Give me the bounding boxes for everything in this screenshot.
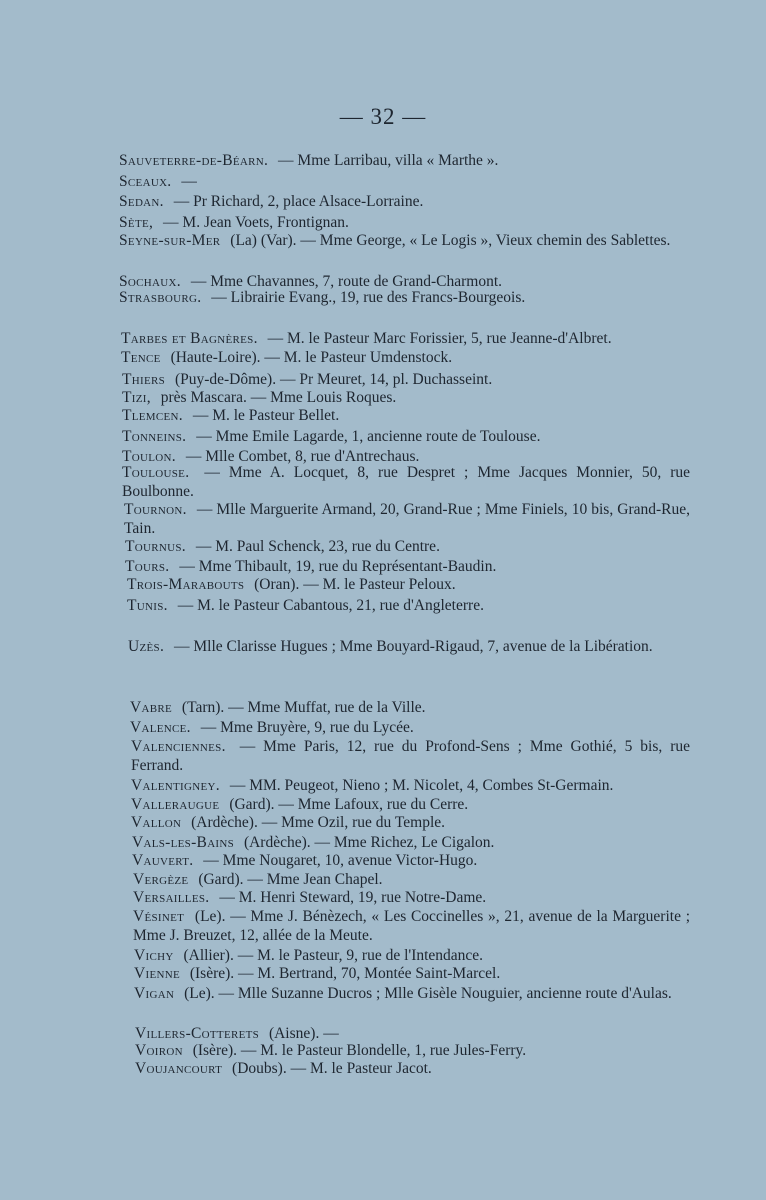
entry-place: Versailles.	[133, 889, 210, 906]
entry-place: Trois-Marabouts	[127, 576, 245, 593]
entry-place: Tarbes et Bagnères.	[121, 330, 258, 347]
entry-place: Vabre	[130, 699, 173, 716]
entry-text: (Doubs). — M. le Pasteur Jacot.	[232, 1060, 432, 1077]
entry-place: Thiers	[122, 371, 166, 388]
entry-text: —	[181, 173, 197, 190]
entry-place: Toulouse.	[122, 464, 190, 481]
page-number: — 32 —	[339, 104, 427, 129]
directory-entry	[133, 870, 690, 889]
directory-entry	[122, 406, 690, 425]
entry-place: Valenciennes.	[131, 738, 226, 755]
directory-entry	[121, 329, 690, 348]
entry-text: — M. le Pasteur Marc Forissier, 5, rue Jeanne-d'Albret.	[267, 330, 612, 347]
directory-entry	[119, 192, 690, 211]
entry-place: Tunis.	[127, 597, 168, 614]
entry-text: (Isère). — M. Bertrand, 70, Montée Saint-Marcel.	[189, 965, 501, 982]
entry-place: Seyne-sur-Mer	[119, 232, 221, 249]
entry-text: — Librairie Evang., 19, rue des Francs-Bourgeois.	[211, 289, 526, 306]
directory-entry	[122, 463, 690, 501]
entry-place: Tizi,	[122, 389, 151, 406]
entry-text: (Aisne). —	[268, 1025, 339, 1042]
entry-place: Villers-Cotterets	[135, 1025, 260, 1042]
entry-text: près Mascara. — Mme Louis Roques.	[160, 389, 397, 406]
entry-place: Sceaux.	[119, 173, 172, 190]
directory-entry	[127, 575, 690, 594]
entry-text: (Gard). — Mme Lafoux, rue du Cerre.	[229, 796, 469, 813]
entry-text: — M. Henri Steward, 19, rue Notre-Dame.	[219, 889, 487, 906]
directory-entry	[133, 907, 690, 945]
entry-place: Tournus.	[125, 538, 186, 555]
entry-place: Voiron	[135, 1042, 183, 1059]
entry-place: Strasbourg.	[119, 289, 202, 306]
entry-text: (La) (Var). — Mme George, « Le Logis », Vieux chemin des Sablettes.	[230, 232, 671, 249]
entry-text: — Pr Richard, 2, place Alsace-Lorraine.	[173, 193, 424, 210]
entry-text: (Haute-Loire). — M. le Pasteur Umdenstock.	[170, 349, 453, 366]
entry-place: Uzès.	[128, 638, 165, 655]
entry-text: (Gard). — Mme Jean Chapel.	[198, 871, 383, 888]
directory-entry	[122, 388, 690, 407]
entry-text: — Mme Emile Lagarde, 1, ancienne route de Toulouse.	[196, 428, 541, 445]
directory-entry	[119, 151, 690, 170]
entry-text: — Mlle Clarisse Hugues ; Mme Bouyard-Rigaud, 7, avenue de la Libération.	[174, 638, 653, 655]
directory-entry	[130, 718, 690, 737]
entry-place: Vienne	[134, 965, 180, 982]
entry-text: — M. Paul Schenck, 23, rue du Centre.	[195, 538, 440, 555]
directory-entry	[125, 537, 690, 556]
directory-entry	[131, 795, 690, 814]
entry-text: — M. le Pasteur Cabantous, 21, rue d'Angleterre.	[177, 597, 484, 614]
directory-entry	[131, 776, 690, 795]
entry-text: — Mme Chavannes, 7, route de Grand-Charmont.	[190, 273, 503, 290]
entry-place: Sète,	[119, 214, 154, 231]
entry-text: — M. le Pasteur Bellet.	[192, 407, 340, 424]
directory-entry	[121, 348, 690, 367]
entry-text: — Mme A. Locquet, 8, rue Despret ; Mme Jacques Monnier, 50, rue Boulbonne.	[122, 464, 690, 500]
entry-place: Valence.	[130, 719, 191, 736]
entry-place: Vauvert.	[132, 852, 194, 869]
directory-entry	[131, 813, 690, 832]
entry-text: — M. Jean Voets, Frontignan.	[163, 214, 349, 231]
entry-text: (Le). — Mlle Suzanne Ducros ; Mlle Gisèle Nouguier, ancienne route d'Aulas.	[184, 985, 672, 1002]
directory-entry	[119, 213, 690, 232]
entry-text: — Mlle Combet, 8, rue d'Antrechaus.	[185, 448, 420, 465]
entry-place: Tours.	[125, 558, 170, 575]
directory-entry	[132, 851, 690, 870]
directory-entry	[122, 370, 690, 389]
entry-place: Vergèze	[133, 871, 189, 888]
entry-text: (Ardèche). — Mme Richez, Le Cigalon.	[243, 834, 495, 851]
directory-entry	[135, 1059, 690, 1078]
directory-entry	[127, 596, 690, 615]
entry-place: Tournon.	[124, 501, 187, 518]
entry-place: Voujancourt	[135, 1060, 223, 1077]
entry-place: Vigan	[134, 985, 175, 1002]
entry-place: Sedan.	[119, 193, 164, 210]
entry-text: — Mlle Marguerite Armand, 20, Grand-Rue ; Mme Finiels, 10 bis, Grand-Rue, Tain.	[124, 501, 690, 537]
entry-text: (Allier). — M. le Pasteur, 9, rue de l'Intendance.	[183, 947, 484, 964]
entry-text: (Puy-de-Dôme). — Pr Meuret, 14, pl. Duchasseint.	[174, 371, 493, 388]
entry-place: Sochaux.	[119, 273, 181, 290]
entry-place: Tence	[121, 349, 161, 366]
entry-text: — MM. Peugeot, Nieno ; M. Nicolet, 4, Combes St-Germain.	[229, 777, 614, 794]
directory-entry	[119, 172, 690, 191]
entry-place: Vals-les-Bains	[132, 834, 235, 851]
entry-text: (Oran). — M. le Pasteur Peloux.	[254, 576, 456, 593]
directory-entry	[119, 231, 690, 250]
entry-text: — Mme Bruyère, 9, rue du Lycée.	[200, 719, 414, 736]
directory-entry	[134, 946, 690, 965]
entry-text: (Ardèche). — Mme Ozil, rue du Temple.	[191, 814, 446, 831]
directory-entry	[122, 427, 690, 446]
entry-text: (Le). — Mme J. Bénèzech, « Les Coccinelles », 21, avenue de la Marguerite ; Mme J. Breuzet, 12, allée de la Meute.	[133, 908, 690, 944]
entry-place: Toulon.	[122, 448, 176, 465]
entry-text: — Mme Nougaret, 10, avenue Victor-Hugo.	[203, 852, 478, 869]
directory-entry	[135, 1041, 690, 1060]
directory-entry	[133, 888, 690, 907]
entry-text: (Tarn). — Mme Muffat, rue de la Ville.	[181, 699, 426, 716]
entry-place: Valleraugue	[131, 796, 220, 813]
entry-text: (Isère). — M. le Pasteur Blondelle, 1, rue Jules-Ferry.	[192, 1042, 527, 1059]
directory-entry	[131, 737, 690, 775]
entry-text: — Mme Larribau, villa « Marthe ».	[278, 152, 499, 169]
entry-place: Vésinet	[133, 908, 185, 925]
directory-entry	[125, 557, 690, 576]
directory-entry	[128, 637, 690, 656]
entry-place: Tlemcen.	[122, 407, 183, 424]
directory-entry	[134, 984, 690, 1003]
entry-text: — Mme Thibault, 19, rue du Représentant-Baudin.	[179, 558, 497, 575]
directory-entry	[130, 698, 690, 717]
directory-entry	[124, 500, 690, 538]
directory-entry	[132, 833, 690, 852]
entry-place: Sauveterre-de-Béarn.	[119, 152, 269, 169]
entry-place: Vallon	[131, 814, 182, 831]
entry-place: Vichy	[134, 947, 174, 964]
entry-text: — Mme Paris, 12, rue du Profond-Sens ; Mme Gothié, 5 bis, rue Ferrand.	[131, 738, 690, 774]
directory-entry	[134, 964, 690, 983]
entry-place: Tonneins.	[122, 428, 187, 445]
entry-place: Valentigney.	[131, 777, 220, 794]
directory-entry	[119, 288, 690, 307]
